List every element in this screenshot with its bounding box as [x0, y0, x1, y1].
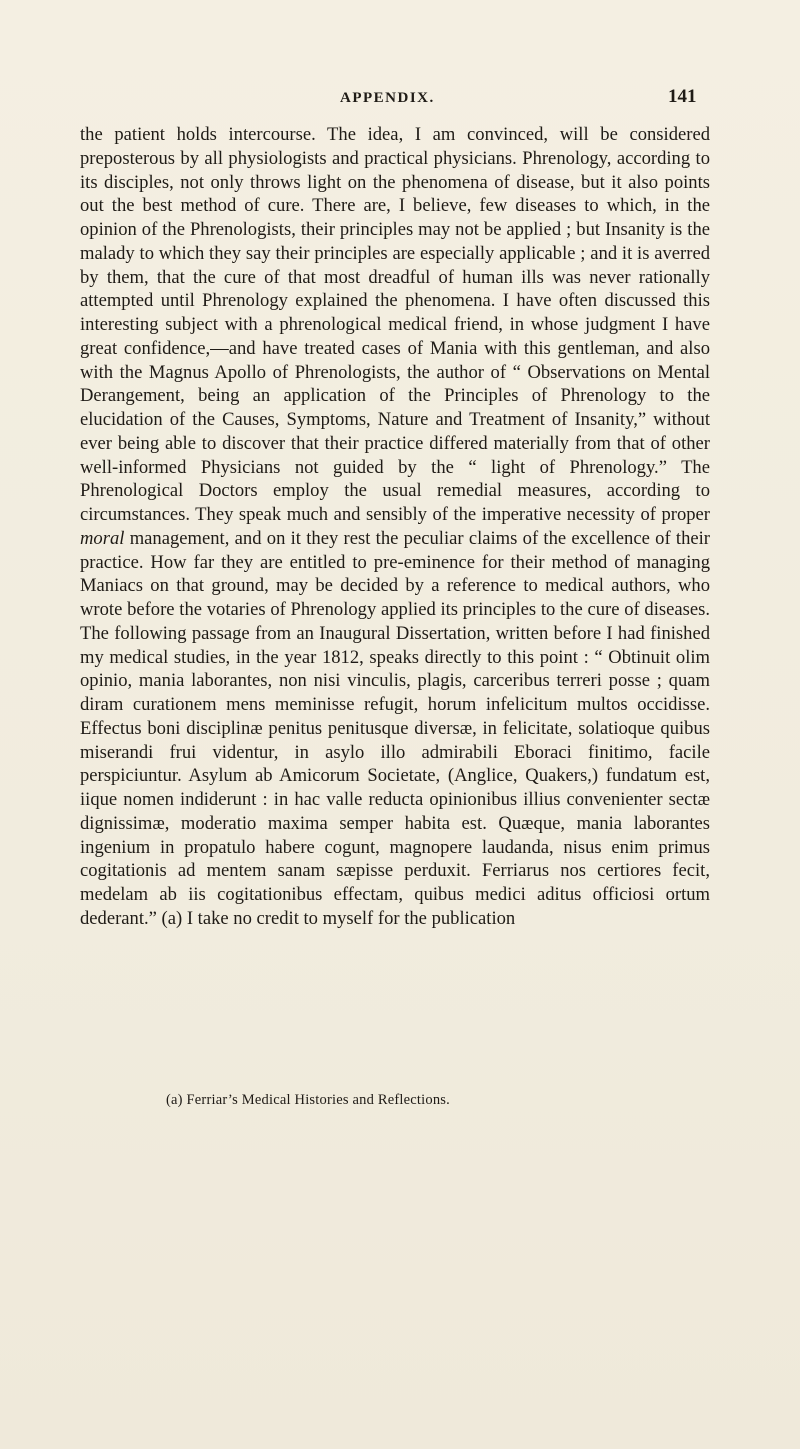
body-text-part-1: the patient holds intercourse. The idea, I am convinced, will be considered preposterous by all physiologists and practical physicians. Phrenology, according to its disciples, not only throws light on the phenomena of disease, but it also points out the best method of cure. There are, I believe, few diseases to which, in the opinion of the Phrenologists, their principles may not be applied ; but Insanity is the malady to which they say their principles are especially applicable ; and it is averred by them, that the cure of that most dreadful of human ills was never rationally attempted until Phrenology explained the phenomena. I have often discussed this interesting subject with a phrenological medical friend, in whose judgment I have great confidence,—and have treated cases of Mania with this gentleman, and also with the Magnus Apollo of Phrenologists, the author of “ Observations on Mental Derangement, being an application of the Principles of Phrenology to the elucidation of the Causes, Symptoms, Nature and Treatment of Insanity,” without ever being able to discover that their practice differed materially from that of other well-informed Physicians not guided by the “ light of Phrenology.” The Phrenological Doctors employ the usual remedial measures, according to circumstances. They speak much and sensibly of the imperative necessity of proper [80, 124, 710, 525]
page-number: 141 [668, 86, 697, 107]
footnote: (a) Ferriar’s Medical Histories and Reflections. [166, 1092, 450, 1108]
body-paragraph [80, 123, 710, 931]
running-title: APPENDIX. [340, 90, 435, 106]
body-text-part-2: management, and on it they rest the peculiar claims of the excellence of their practice. How far they are entitled to pre-eminence for their method of managing Maniacs on that ground, may be decided by a reference to medical authors, who wrote before the votaries of Phrenology applied its principles to the cure of diseases. The following passage from an Inaugural Dissertation, written before I had finished my medical studies, in the year 1812, speaks directly to this point : “ Obtinuit olim opinio, mania laborantes, non nisi vinculis, plagis, carceribus terreri posse ; quam diram curationem mens meminisse refugit, horum infelicitum multos occidisse. Effectus boni disciplinæ penitus penitusque diversæ, in felicitate, solatioque quibus miserandi frui videntur, in asylo illo admirabili Eboraci finitimo, facile perspiciuntur. Asylum ab Amicorum Societate, (Anglice, Quakers,) fundatum est, iique nomen indiderunt : in hac valle reducta opinionibus illius convenienter sectæ dignissimæ, moderatio maxima semper habita est. Quæque, mania laborantes ingenium in propatulo habere cogunt, magnopere laudanda, nisus enim primus cogitationis ad mentem sanam sæpisse perduxit. Ferriarus nos certiores fecit, medelam ab iis cogitationibus effectam, quibus medici aditus officiosi ortum dederant.” (a) I take no credit to myself for the publication [80, 527, 710, 929]
body-text [80, 123, 710, 931]
italic-word: moral [80, 527, 125, 549]
